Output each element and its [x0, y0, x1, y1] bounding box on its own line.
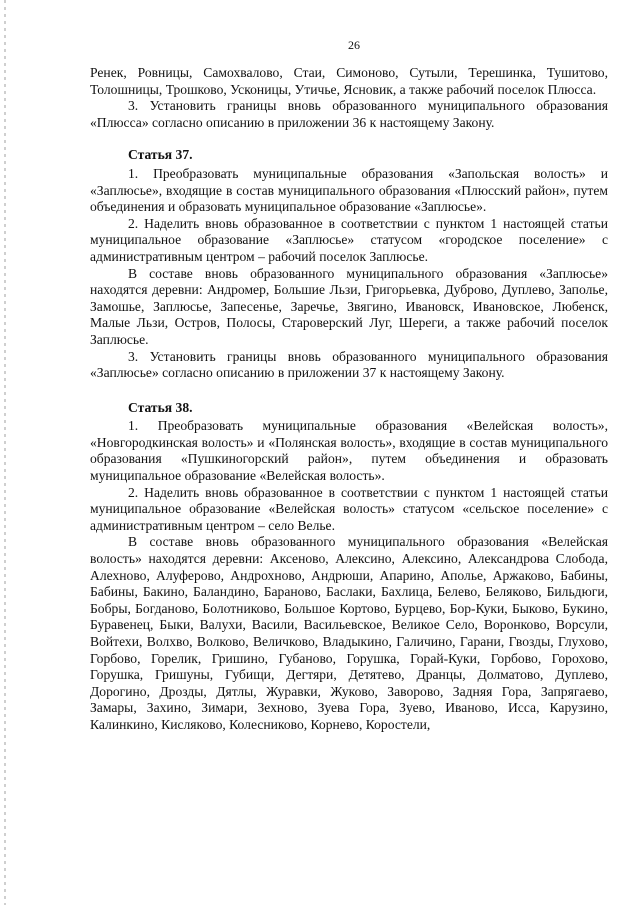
article-37-title: Статья 37. [128, 147, 193, 163]
article-37-item-1: 1. Преобразовать муниципальные образования «Запольская волость» и «Заплюсье», входящие в состав муниципального образования «Плюсский район», путем объединения и образовать муниципальное образование «Заплюсье». [90, 165, 608, 215]
article-38-title: Статья 38. [128, 399, 193, 415]
article-38-villages: В составе вновь образованного муниципального образования «Велейская волость» находятся деревни: Аксеново, Алексино, Алексино, Александрова Слобода, Алехново, Алуферово, Андрохново, Андрюши, Апарино, Аполье, Аржаково, Бабины, Бабины, Бакино, Баландино, Бараново, Баслаки, Бахлица, Белево, Беляково, Бильдюги, Бобры, Богданово, Болотниково, Большое Кортово, Бурцево, Бор-Куки, Быково, Букино, Буравенец, Быки, Валухи, Васили, Васильевское, Великое Село, Воронково, Ворсули, Войтехи, Волхво, Волково, Величково, Владыкино, Галичино, Гарани, Гвозды, Глухово, Горбово, Горелик, Гришино, Губаново, Горушка, Горай-Куки, Горбово, Горохово, Горушка, Гришуны, Губищи, Дегтяри, Детятево, Дранцы, Долматово, Дуплево, Дорогино, Дрозды, Дятлы, Журавки, Жуково, Заворово, Задняя Гора, Запрягаево, Замары, Захино, Зимари, Зехново, Зуева Гора, Зуево, Иваново, Исса, Карузино, Калинкино, Кисляково, Колесниково, Корнево, Коростели, [90, 534, 608, 732]
article-37-item-3: 3. Установить границы вновь образованного муниципального образования «Заплюсье» согласно описанию в приложении 37 к настоящему Закону. [90, 348, 608, 381]
article-38-item-2: 2. Наделить вновь образованное в соответствии с пунктом 1 настоящей статьи муниципальное образование «Велейская волость» статусом «сельское поселение» с административным центром – село Велье. [90, 484, 608, 533]
article-38-item-1: 1. Преобразовать муниципальные образования «Велейская волость», «Новгородкинская волость» и «Полянская волость», входящие в состав муниципального образования «Пушкиногорский район», путем объединения и образовать муниципальное образование «Велейская волость». [90, 418, 608, 484]
paragraph-continuation: Ренек, Ровницы, Самохвалово, Стаи, Симоново, Сутыли, Терешинка, Тушитово, Толошницы, Трошково, Усконицы, Утичье, Ясновик, а также рабочий поселок Плюсса. [90, 65, 608, 97]
scan-edge-mark [4, 0, 6, 905]
article-37-item-2: 2. Наделить вновь образованное в соответствии с пунктом 1 настоящей статьи муниципальное образование «Заплюсье» статусом «городское поселение» с административным центром – рабочий поселок Заплюсье. [90, 215, 608, 264]
article-37-villages: В составе вновь образованного муниципального образования «Заплюсье» находятся деревни: Андромер, Большие Льзи, Григорьевка, Дуброво, Дуплево, Заполье, Замошье, Заплюсье, Запесенье, Заречье, Звягино, Ивановск, Ивановское, Любенск, Малые Льзи, Остров, Полосы, Староверский Луг, Шереги, а также рабочий поселок Заплюсье. [90, 265, 608, 347]
paragraph-boundaries-36: 3. Установить границы вновь образованного муниципального образования «Плюсса» согласно описанию в приложении 36 к настоящему Закону. [90, 98, 608, 130]
page-number: 26 [348, 38, 360, 52]
